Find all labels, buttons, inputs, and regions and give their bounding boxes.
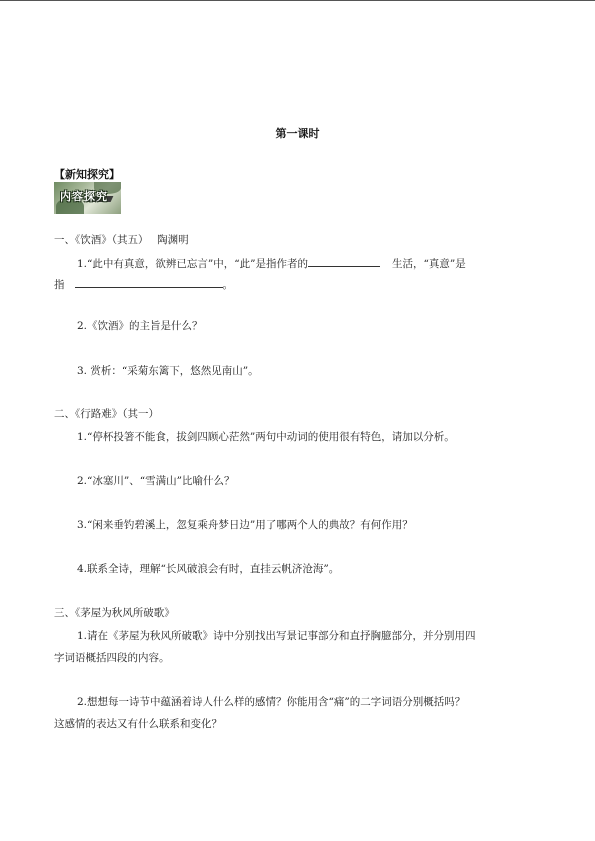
- section2-heading: 二、《行路难》（其一）: [54, 408, 159, 420]
- content-explore-banner-image: [54, 182, 121, 214]
- section3-question1-line1: 1.请在《茅屋为秋风所破歌》诗中分别找出写景记事部分和直抒胸臆部分，并分别用四: [77, 630, 476, 642]
- fill-blank-1[interactable]: [308, 256, 380, 267]
- page-top-rule: [0, 0, 595, 1]
- section1-question1-line2: [54, 277, 233, 292]
- section1-q1-suffix: 。: [222, 279, 233, 291]
- section3-heading: 三、《茅屋为秋风所破歌》: [54, 607, 175, 619]
- section2-question2: 2.“冰塞川”、“雪满山”比喻什么？: [77, 475, 235, 487]
- section1-question1-line1: [77, 256, 466, 271]
- section1-q1-text-b: 生活，“真意”是: [392, 258, 466, 270]
- section-label: 【新知探究】: [54, 168, 120, 181]
- section1-heading: 一、《饮酒》（其五） 陶渊明: [54, 234, 189, 246]
- fill-blank-2[interactable]: [75, 277, 223, 288]
- section2-question4: 4.联系全诗，理解“长风破浪会有时，直挂云帆济沧海”。: [77, 563, 340, 575]
- section3-question2-line2: 这感情的表达又有什么联系和变化？: [54, 718, 222, 730]
- section3-question2-line1: 2.想想每一诗节中蕴涵着诗人什么样的感情？你能用含“痛”的二字词语分别概括吗？: [77, 696, 466, 708]
- section3-question1-line2: 字词语概括四段的内容。: [54, 652, 170, 664]
- section2-question1: 1.“停杯投箸不能食，拔剑四顾心茫然”两句中动词的使用很有特色，请加以分析。: [77, 431, 455, 443]
- section2-question3: 3.“闲来垂钓碧溪上，忽复乘舟梦日边”用了哪两个人的典故？有何作用？: [77, 519, 413, 531]
- section1-question3: 3. 赏析：“采菊东篱下，悠然见南山”。: [77, 365, 259, 377]
- banner-text: 内容探究: [60, 190, 108, 203]
- section1-q1-prefix: 指: [54, 279, 65, 291]
- page-title: 第一课时: [275, 127, 320, 140]
- section1-q1-text-a: 1.“此中有真意，欲辨已忘言”中，“此”是指作者的: [77, 258, 308, 270]
- section1-question2: 2.《饮酒》的主旨是什么？: [77, 320, 203, 332]
